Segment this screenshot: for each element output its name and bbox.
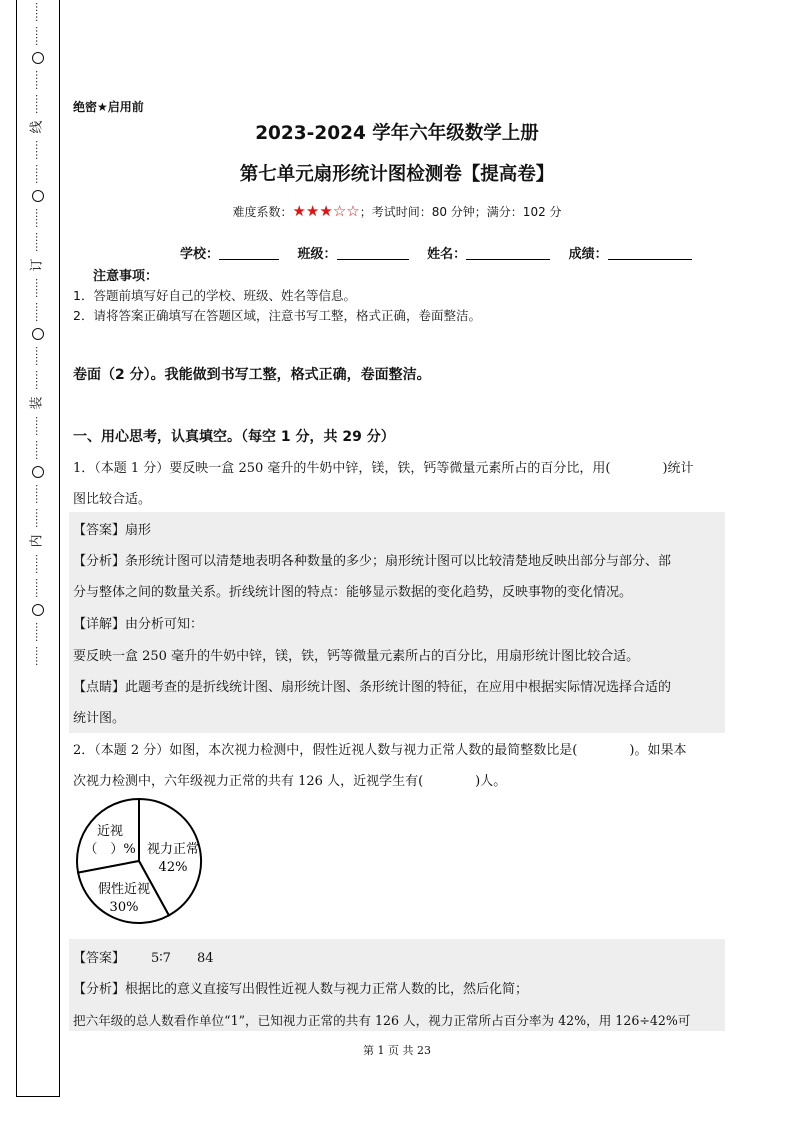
pie-slice-label: 视力正常 <box>146 842 200 857</box>
binding-dots: …… <box>33 346 44 366</box>
q2-stem-text: )人。 <box>475 774 507 789</box>
q1-analysis-cont: 分与整体之间的数量关系。折线统计图的特点：能够显示数据的变化趋势，反映事物的变化情况。 <box>73 585 633 600</box>
notice-item: 2．请将答案正确填写在答题区域，注意书写工整，格式正确，卷面整洁。 <box>73 308 481 323</box>
answer-value-2: 84 <box>196 951 214 966</box>
binding-circle-icon <box>32 190 44 202</box>
notice-item: 1．答题前填写好自己的学校、班级、姓名等信息。 <box>73 288 356 303</box>
class-field[interactable] <box>298 243 409 262</box>
notice-heading: 注意事项： <box>93 269 159 284</box>
exam-meta <box>0 202 794 220</box>
q1-stem-text: 1．（本题 1 分）要反映一盒 250 毫升的牛奶中锌，镁，铁，钙等微量元素所占的百分比，用( <box>73 461 611 476</box>
q1-point <box>73 676 723 695</box>
binding-dots: …… <box>33 554 44 574</box>
binding-dots: …… <box>33 440 44 460</box>
point-tag: 【点睛】 <box>73 680 126 695</box>
name-blank[interactable] <box>466 247 550 260</box>
analysis-tag: 【分析】 <box>73 982 126 997</box>
binding-dots: …… <box>33 370 44 390</box>
q1-stem-line1 <box>73 457 723 476</box>
time-and-score: ；考试时间：80 分钟；满分：102 分 <box>359 205 562 219</box>
binding-dots: …… <box>33 578 44 598</box>
binding-dots: …… <box>33 2 44 22</box>
binding-circle-icon <box>32 604 44 616</box>
q1-detail <box>73 613 723 632</box>
binding-dots: …… <box>33 94 44 114</box>
analysis-tag: 【分析】 <box>73 554 126 569</box>
empty-stars-icon: ☆☆ <box>332 202 360 220</box>
analysis-text: 根据比的意义直接写出假性近视人数与视力正常人数的比，然后化简； <box>125 982 529 997</box>
q2-stem-text: 次视力检测中，六年级视力正常的共有 126 人，近视学生有( <box>73 774 424 789</box>
q2-stem-line1 <box>73 739 723 758</box>
title-line-1: 2023-2024 学年六年级数学上册 <box>255 123 539 144</box>
detail-tag: 【详解】 <box>73 617 126 632</box>
binding-mark: 订 <box>29 258 45 272</box>
pie-slice-value: 30% <box>109 900 139 915</box>
q1-stem-text: )统计 <box>662 461 694 476</box>
binding-dots: …… <box>33 232 44 252</box>
q1-answer <box>73 519 723 538</box>
class-blank[interactable] <box>337 247 409 260</box>
section-title: 一、用心思考，认真填空。（每空 1 分，共 29 分） <box>73 429 395 445</box>
detail-text: 由分析可知： <box>125 617 204 632</box>
name-field[interactable] <box>427 243 550 262</box>
binding-circle-icon <box>32 466 44 478</box>
binding-dots: …… <box>33 622 44 642</box>
analysis-text: 条形统计图可以清楚地表明各种数量的多少；扇形统计图可以比较清楚地反映出部分与部分、部 <box>125 554 672 569</box>
neatness-statement: 卷面（2 分）。我能做到书写工整，格式正确，卷面整洁。 <box>73 367 431 383</box>
page-footer: 第 1 页 共 23 <box>363 1044 431 1057</box>
binding-dots: …… <box>33 278 44 298</box>
q1-point-cont: 统计图。 <box>73 711 126 726</box>
difficulty-label: 难度系数： <box>232 205 293 219</box>
score-blank[interactable] <box>608 247 692 260</box>
pie-slice-value: （ ）% <box>84 842 136 857</box>
binding-dots: …… <box>33 140 44 160</box>
binding-dots: …… <box>33 208 44 228</box>
student-info-fields <box>180 243 706 262</box>
binding-dots: …… <box>33 164 44 184</box>
school-blank[interactable] <box>219 247 279 260</box>
secret-label: 绝密★启用前 <box>73 100 144 114</box>
score-label: 成绩： <box>568 247 608 262</box>
answer-tag: 【答案】 <box>73 951 126 966</box>
binding-mark: 装 <box>29 396 45 410</box>
answer-value-1: 5∶7 <box>151 951 171 966</box>
binding-dots: …… <box>33 70 44 90</box>
answer-text: 扇形 <box>125 523 152 538</box>
point-text: 此题考查的是折线统计图、扇形统计图、条形统计图的特征，在应用中根据实际情况选择合适的 <box>125 680 672 695</box>
pie-slice-value: 42% <box>158 860 188 875</box>
q1-stem-line2: 图比较合适。 <box>73 492 152 507</box>
q1-analysis <box>73 550 723 569</box>
binding-dots: …… <box>33 646 44 666</box>
binding-dots: …… <box>33 26 44 46</box>
pie-slice-label: 近视 <box>96 824 124 839</box>
binding-dots: …… <box>33 508 44 528</box>
binding-circle-icon <box>32 328 44 340</box>
title-line-2: 第七单元扇形统计图检测卷【提高卷】 <box>239 164 555 185</box>
q2-stem-text: )。如果本 <box>629 743 687 758</box>
score-field[interactable] <box>569 243 692 262</box>
q2-answer <box>73 947 723 966</box>
school-label: 学校： <box>180 247 220 262</box>
difficulty-stars <box>292 202 359 220</box>
class-label: 班级： <box>297 247 337 262</box>
binding-dots: …… <box>33 416 44 436</box>
q1-detail-cont: 要反映一盒 250 毫升的牛奶中锌，镁，铁，钙等微量元素所占的百分比，用扇形统计图比较合适。 <box>73 649 640 664</box>
binding-mark: 线 <box>29 120 45 134</box>
pie-slice-label: 假性近视 <box>97 882 151 897</box>
answer-tag: 【答案】 <box>73 523 126 538</box>
binding-dots: …… <box>33 484 44 504</box>
name-label: 姓名： <box>427 247 467 262</box>
vision-pie-chart <box>72 797 212 927</box>
q2-stem-text: 2．（本题 2 分）如图，本次视力检测中，假性近视人数与视力正常人数的最简整数比是( <box>73 743 578 758</box>
binding-dots: …… <box>33 302 44 322</box>
filled-stars-icon: ★★★ <box>292 202 333 220</box>
q2-analysis-cont: 把六年级的总人数看作单位“1”，已知视力正常的共有 126 人，视力正常所占百分率为 42%，用 126÷42%可 <box>73 1013 691 1028</box>
school-field[interactable] <box>180 243 279 262</box>
binding-circle-icon <box>32 52 44 64</box>
binding-mark: 内 <box>29 534 45 548</box>
q2-stem-line2 <box>73 770 723 789</box>
q2-analysis <box>73 978 723 997</box>
